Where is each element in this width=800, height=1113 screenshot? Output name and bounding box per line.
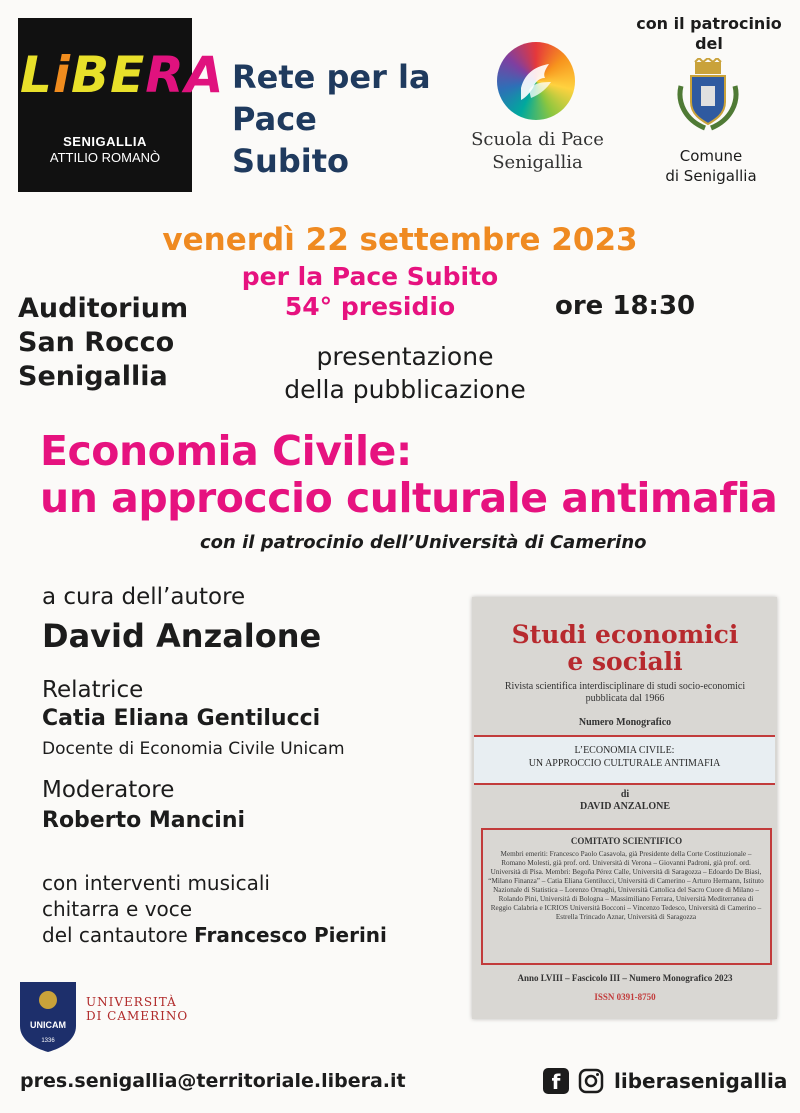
libera-logo — [18, 18, 225, 192]
moderatore-name: Roberto Mancini — [42, 808, 246, 833]
title-line-2: un approccio culturale antimafia — [40, 474, 778, 522]
cura-label: a cura dell’autore — [42, 584, 246, 610]
libera-logo-word: LiBERA — [20, 46, 225, 104]
unicam-line-1: UNIVERSITÀ — [86, 995, 177, 1009]
rete-line-1: Rete per la — [232, 58, 431, 96]
book-committee-title: COMITATO SCIENTIFICO — [570, 836, 683, 846]
patrocinio-line-1: con il patrocinio — [636, 14, 782, 33]
venue-line-3: Senigallia — [18, 361, 168, 392]
instagram-icon[interactable] — [578, 1068, 604, 1094]
dove-hands-icon — [515, 58, 557, 104]
intro-line-2: della pubblicazione — [284, 375, 526, 404]
venue-line-1: Auditorium — [18, 293, 189, 324]
scuola-line-1: Scuola di Pace — [471, 129, 604, 150]
contact-email[interactable]: pres.senigallia@territoriale.libera.it — [20, 1070, 406, 1092]
unicam-wordmark — [86, 995, 216, 1023]
event-patronage: con il patrocinio dell’Università di Camerino — [200, 532, 647, 553]
unicam-line-2: DI CAMERINO — [86, 1009, 189, 1023]
book-committee-members: Membri emeriti: Francesco Paolo Casavola, già Presidente della Corte Costituzionale – Romano Molesti, già prof. ord. Università di Verona – Giovanni Padroni, già prof. ord. Università di Pisa. Membri: Begoña Pérez Calle, Università di Saragozza – Edoardo De Biasi, “Milano Finanza” – Catia Eliana Gentilucci, Università di Camerino – Arturo Hermann, Istituto Nazionale di Statistica – Lorenzo Ornaghi, Università Cattolica del Sacro Cuore di Milano – Rolando Pini, Università di Bologna – Massimiliano Ferrara, Università Mediterranea di Reggio Calabria e ICRIOS Università Bocconi – Vincenzo Tedesco, Università di Camerino – Estrella Trincado Aznar, Università di Saragozza — [488, 850, 764, 921]
book-title-line-1: Studi economici — [511, 620, 739, 649]
patrocinio-heading — [628, 14, 790, 54]
book-subtitle — [480, 681, 770, 705]
music-line-2: chitarra e voce — [42, 897, 193, 921]
event-date: venerdì 22 settembre 2023 — [162, 222, 638, 258]
unicam-shield-text: UNICAM — [30, 1020, 66, 1030]
comune-name — [636, 146, 786, 186]
book-title — [480, 621, 770, 675]
book-title-line-2: e sociali — [567, 647, 683, 676]
scuola-line-2: Senigallia — [492, 152, 583, 173]
relatrice-role: Docente di Economia Civile Unicam — [42, 739, 345, 759]
patrocinio-line-2: del — [695, 34, 723, 53]
unicam-shield-icon — [18, 980, 78, 1054]
comune-line-1: Comune — [679, 147, 743, 165]
unicam-shield-year: 1336 — [41, 1038, 55, 1044]
moderatore-label: Moderatore — [42, 777, 175, 803]
music-line-1: con interventi musicali — [42, 871, 270, 895]
relatrice-label: Relatrice — [42, 677, 144, 703]
music-line-3 — [42, 922, 387, 948]
music-line-3-prefix: del cantautore — [42, 923, 195, 947]
event-line-pace: per la Pace Subito — [241, 262, 499, 291]
book-di: di — [620, 789, 630, 800]
rete-pace-subito — [232, 56, 442, 182]
title-line-1: Economia Civile: — [40, 427, 412, 475]
event-title — [40, 428, 777, 522]
music-artist: Francesco Pierini — [194, 923, 387, 947]
book-band-text — [474, 744, 775, 770]
event-intro — [240, 340, 570, 406]
author-name: David Anzalone — [42, 617, 322, 655]
scuola-di-pace-name — [460, 128, 615, 174]
book-author: DAVID ANZALONE — [579, 801, 671, 812]
book-monographic: Numero Monografico — [578, 717, 672, 728]
event-venue — [18, 292, 188, 394]
relatrice-name: Catia Eliana Gentilucci — [42, 706, 321, 731]
book-issue: Anno LVIII – Fascicolo III – Numero Monografico 2023 — [517, 973, 733, 983]
book-band-line-2: UN APPROCCIO CULTURALE ANTIMAFIA — [528, 758, 721, 769]
comune-coat-of-arms-icon — [675, 58, 741, 132]
rete-line-2: Pace Subito — [232, 100, 349, 180]
event-time: ore 18:30 — [555, 291, 696, 321]
libera-city: SENIGALLIA — [63, 134, 147, 149]
book-band-line-1: L’ECONOMIA CIVILE: — [574, 745, 675, 756]
music-credits — [42, 870, 387, 948]
venue-line-2: San Rocco — [18, 327, 175, 358]
book-subtitle-line-2: pubblicata dal 1966 — [585, 693, 665, 704]
comune-line-2: di Senigallia — [665, 167, 757, 185]
book-issn: ISSN 0391-8750 — [594, 992, 656, 1002]
intro-line-1: presentazione — [316, 342, 494, 371]
social-handle[interactable]: liberasenigallia — [614, 1069, 788, 1093]
facebook-icon[interactable]: f — [543, 1068, 569, 1094]
event-line-presidio: 54° presidio — [284, 292, 456, 321]
libera-dedication: ATTILIO ROMANÒ — [49, 150, 161, 165]
book-subtitle-line-1: Rivista scientifica interdisciplinare di studi socio-economici — [504, 681, 746, 692]
